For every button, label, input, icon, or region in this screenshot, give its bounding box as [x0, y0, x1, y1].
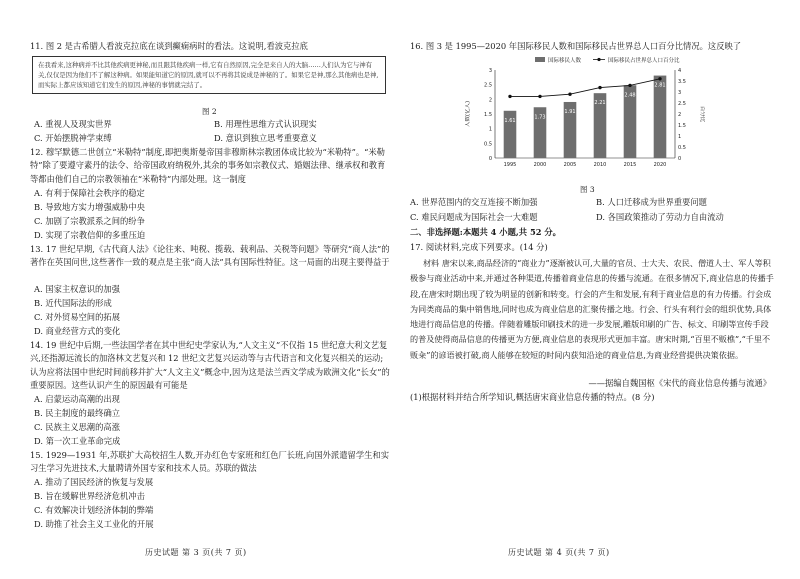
q17-sub1: (1)根据材料并结合所学知识,概括唐宋商业信息传播的特点。(8 分): [410, 392, 655, 402]
bar-label-2000: 1.73: [534, 114, 546, 121]
q14-option-a[interactable]: A. 启蒙运动高潮的出现: [34, 394, 120, 404]
legend-line-marker: [597, 58, 600, 61]
y-axis-right-label: 百分比: [699, 105, 705, 123]
q13-option-d[interactable]: D. 商业经营方式的变化: [34, 326, 121, 336]
y-axis-left-label: 人数(亿人): [465, 100, 471, 128]
line-point-1995: [508, 95, 511, 98]
q12-stem: 12. 穆罕默德二世创立“米勒特”制度,即把奥斯曼帝国非穆斯林宗教团体成比较为“米勒特”。“米勒特”除了要遵守素丹的法令、给帝国政府纳税外,其余的事务如宗教仪式、婚姻法律、继承权和教育等都由他们自己的宗教领袖在“米勒特”内部处理。这一制度: [30, 147, 386, 184]
q15-option-c[interactable]: C. 有效解决计划经济体制的弊端: [34, 505, 154, 515]
y-right-tick-label: 1.5: [678, 123, 686, 129]
right-page: [410, 0, 775, 579]
bar-label-2010: 2.21: [594, 100, 606, 107]
q16-option-a[interactable]: A. 世界范围内的交互连接不断加强: [410, 197, 538, 207]
y-left-tick-label: 0: [488, 156, 492, 162]
y-right-tick-label: 2: [678, 112, 682, 118]
q13-option-a[interactable]: A. 国家主权意识的加强: [34, 284, 120, 294]
q11-quote-box: [32, 56, 386, 94]
q15-stem: 15. 1929—1931 年,苏联扩大高校招生人数,开办红色专家班和红色厂长班,向国外派遣留学生和实习生学习先进技术,大量聘请外国专家和技术人员。苏联的做法: [30, 450, 390, 474]
bar-label-2020: 2.81: [654, 82, 666, 89]
y-left-tick-label: 2.5: [484, 82, 492, 89]
legend-bar-swatch: [535, 57, 545, 62]
migration-chart: [465, 54, 705, 172]
figure-2-caption: 图 2: [202, 107, 217, 116]
q14-option-b[interactable]: B. 民主制度的最终确立: [34, 408, 121, 418]
y-left-tick-label: 1.5: [484, 112, 492, 118]
y-left-tick-label: 3: [488, 68, 492, 74]
y-right-tick-label: 0.5: [678, 145, 686, 151]
q17-source: ——据编自魏国枢《宋代的商业信息传播与流通》: [588, 378, 771, 388]
q15-option-b[interactable]: B. 旨在缓解世界经济危机冲击: [34, 491, 145, 501]
q14-option-d[interactable]: D. 第一次工业革命完成: [34, 436, 121, 446]
line-point-2010: [598, 86, 601, 89]
q11-option-d[interactable]: D. 意识到独立思考重要意义: [214, 133, 317, 143]
legend-line-label: 国际移民占世界总人口百分比: [608, 58, 680, 64]
q16-stem: 16. 图 3 是 1995—2020 年国际移民人数和国际移民占世界总人口百分比情况。这反映了: [410, 41, 742, 51]
line-point-2000: [538, 95, 541, 98]
x-tick-label: 1995: [503, 162, 517, 168]
x-tick-label: 2000: [533, 162, 547, 168]
q12-option-c[interactable]: C. 加剧了宗教派系之间的纷争: [34, 216, 145, 226]
page-footer-left: 历史试题 第 3 页(共 7 页): [145, 548, 247, 557]
y-left-tick-label: 1: [488, 126, 492, 133]
left-page: [30, 0, 390, 579]
bar-label-1995: 1.61: [504, 117, 516, 124]
q11-quote-text: 在我看来,这种病并不比其他疾病更神秘,而且跟其他疾病一样,它有自然原因,完全是来自人的大脑……人们认为它与神有关,仅仅是因为他们不了解这种病。如果能知道它的原因,就可以不再将其说成是神秘的了。如果它是神,那么其他病也是神,而实际上都应该知道它们发生的原因,神秘的事情就完结了。: [38, 61, 379, 89]
y-right-tick-label: 1: [678, 134, 682, 140]
x-tick-label: 2010: [593, 162, 607, 168]
section-2-heading: 二、非选择题:本题共 4 小题,共 52 分。: [410, 227, 561, 237]
legend-bar-label: 国际移民人数: [548, 58, 582, 64]
q15-option-d[interactable]: D. 助推了社会主义工业化的开展: [34, 519, 154, 529]
y-right-tick-label: 3.5: [678, 79, 686, 85]
q14-option-c[interactable]: C. 民族主义思潮的高涨: [34, 422, 120, 432]
percentage-line: [510, 79, 660, 97]
q16-option-c[interactable]: C. 难民问题成为国际社会一大难题: [410, 212, 538, 222]
y-right-tick-label: 0: [678, 156, 682, 162]
bar-label-2015: 2.48: [624, 92, 636, 99]
q13-option-b[interactable]: B. 近代国际法的形成: [34, 298, 112, 308]
q17-stem: 17. 阅读材料,完成下列要求。(14 分): [410, 242, 548, 252]
q11-stem: 11. 图 2 是古希腊人看波克拉底在谈到癫痫病时的看法。这说明,看波克拉底: [30, 41, 308, 51]
q12-option-d[interactable]: D. 实现了宗教信仰的多重压迫: [34, 230, 146, 240]
q16-option-d[interactable]: D. 各国政策推动了劳动力自由流动: [596, 212, 724, 222]
q13-option-c[interactable]: C. 对外贸易空间的拓展: [34, 312, 120, 322]
line-point-2015: [628, 84, 631, 87]
q11-option-c[interactable]: C. 开始摆脱神学束缚: [34, 133, 112, 143]
q16-option-b[interactable]: B. 人口迁移成为世界重要问题: [596, 197, 707, 207]
q17-material: 材料 唐宋以来,商品经济的“商业力”逐渐被认可,大量的官员、士大夫、农民、僧道人士、军人等积极参与商业活动中来,并通过各种渠道,传播着商业信息的传播与流通。在很多情况下,商业信息的传播手段,在唐宋时期出现了较为明显的创新和转变。行会的产生和发展,有利于商业信息的有力传播。行会成为同类商品的集中销售地,同时也成为商业信息的汇聚传播之地。行会、行头有利行会的组织优势,具体地进行商品信息的传播。伴随着雕版印刷技术的进一步发展,雕版印刷的广告、标文、印刷等宣传手段的普及使得商品信息的传播更为方便,商业信息的表现形式更加丰富。唐宋时期,“百里不贩樵”,“千里不贩籴”的谚语被打破,商人能够在较短的时间内获知沿途的商业信息,为商业经营提供决策依据。: [410, 258, 774, 360]
q11-option-b[interactable]: B. 用理性思维方式认识现实: [214, 119, 317, 129]
q12-option-a[interactable]: A. 有利于保障社会秩序的稳定: [34, 188, 145, 198]
q15-option-a[interactable]: A. 推动了国民经济的恢复与发展: [34, 477, 154, 487]
x-tick-label: 2020: [653, 162, 667, 168]
x-tick-label: 2005: [563, 162, 577, 168]
line-point-2020: [658, 77, 661, 80]
page-footer-right: 历史试题 第 4 页(共 7 页): [508, 548, 610, 557]
y-right-tick-label: 3: [678, 90, 682, 96]
bar-label-2005: 1.91: [564, 108, 576, 115]
figure-3-caption: 图 3: [580, 185, 595, 194]
q12-option-b[interactable]: B. 导致地方实力增强威胁中央: [34, 202, 145, 212]
x-tick-label: 2015: [623, 162, 637, 168]
line-point-2005: [568, 93, 571, 96]
y-left-tick-label: 2: [488, 97, 492, 104]
q11-option-a[interactable]: A. 重视人及现实世界: [34, 119, 112, 129]
y-right-tick-label: 2.5: [678, 101, 686, 107]
y-right-tick-label: 4: [678, 68, 682, 74]
y-left-tick-label: 0.5: [484, 141, 492, 148]
q13-stem: 13. 17 世纪早期,《古代商人法》《论往来、吨税、揽载、载利品、关税等问题》等研究“商人法”的著作在英国问世,这些著作一致的观点是主张“商人法”具有国际性特征。这一局面的出现主要得益于: [30, 244, 390, 268]
q14-stem: 14. 19 世纪中后期,一些法国学者在其中世纪史学家认为,“人文主义”不仅指 15 世纪意大利文艺复兴,还指源远流长的加洛林文艺复兴和 12 世纪文艺复兴运动等与古代语言和文化复兴相关的运动;认为应将法国中世纪时间前移并扩大“人文主义”概念中,因为这是法兰西文学成为欧洲文化“长女”的重要原因。这些认识产生的原因最有可能是: [30, 340, 390, 390]
